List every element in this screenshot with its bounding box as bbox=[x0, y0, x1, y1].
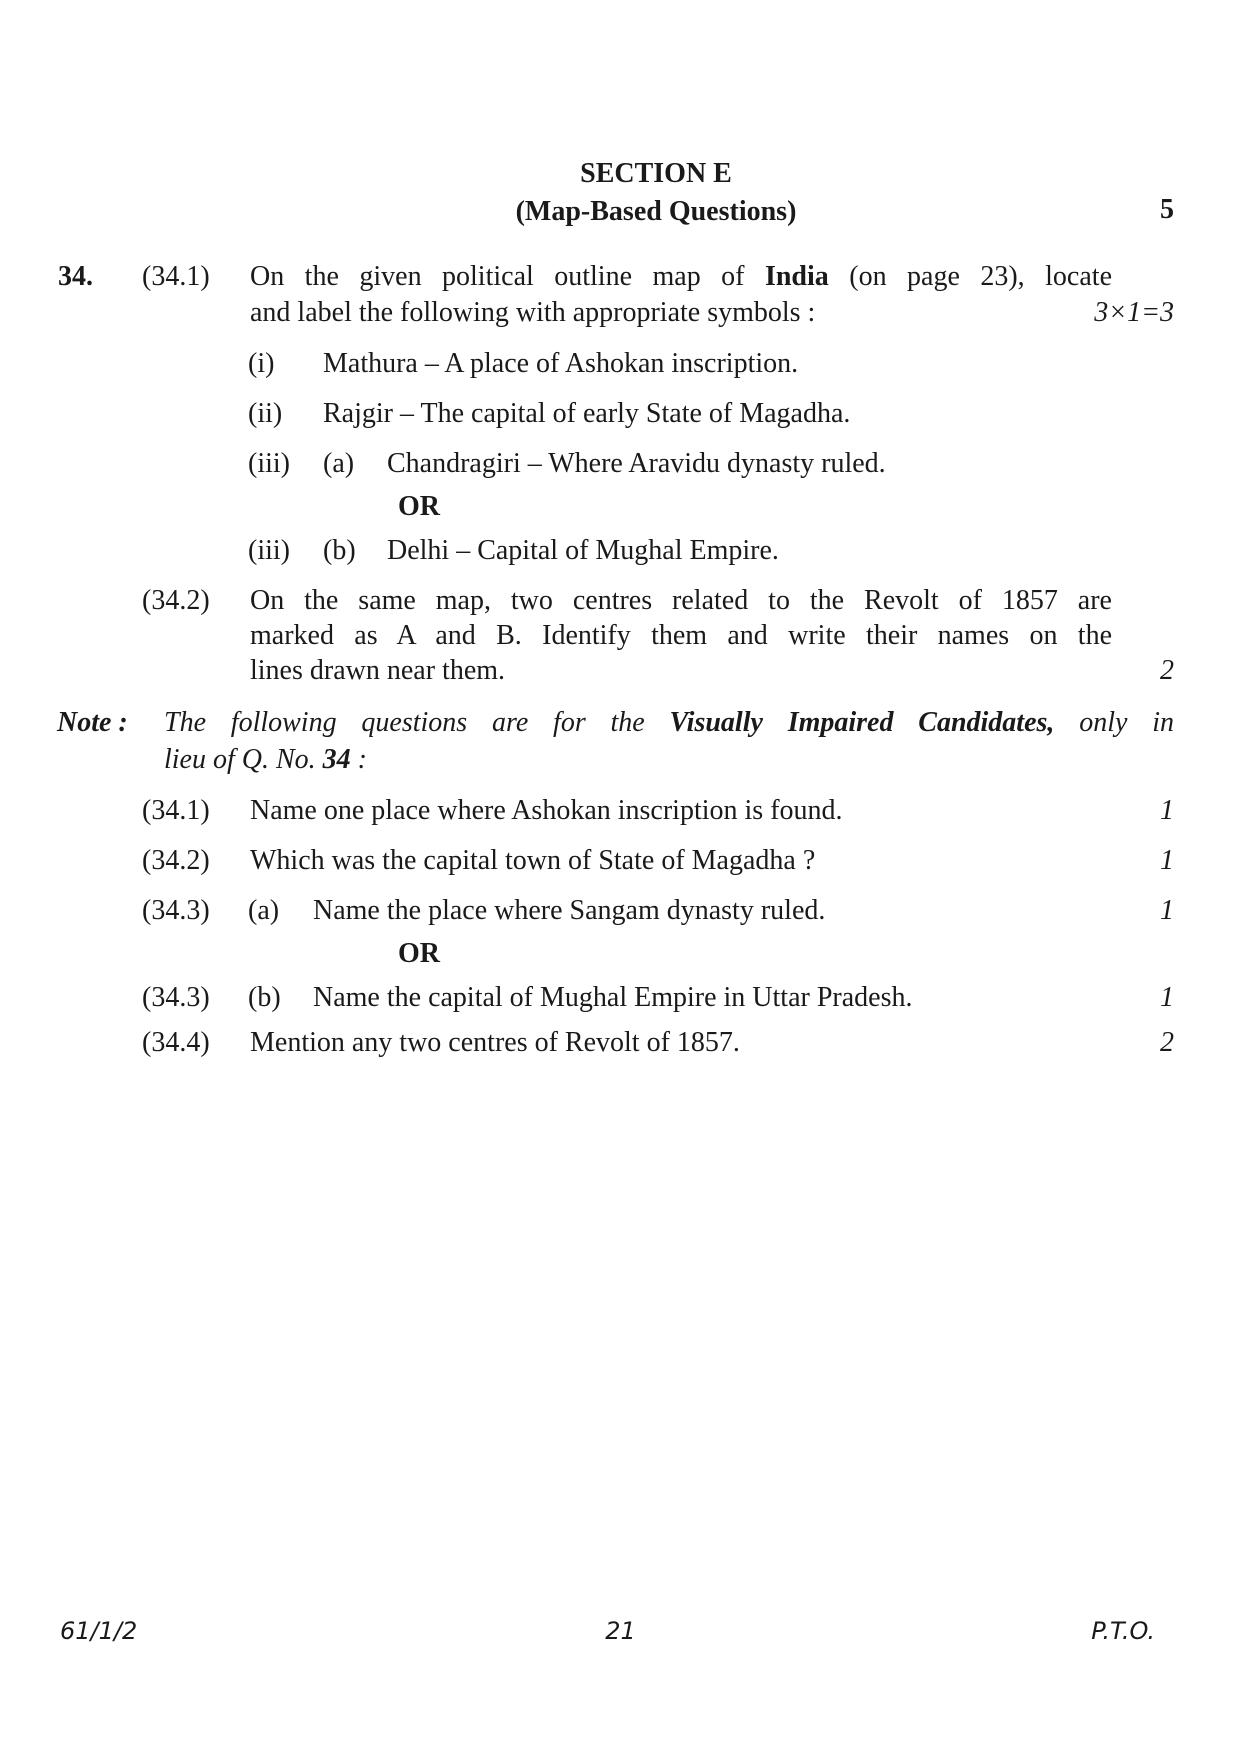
note-line1 bbox=[164, 705, 1174, 741]
vi-question-marks: 1 bbox=[1160, 895, 1174, 926]
note-label: Note : bbox=[57, 707, 128, 738]
page-number: 21 bbox=[605, 1617, 636, 1645]
item-text: Mathura – A place of Ashokan inscription. bbox=[323, 348, 799, 379]
item-text: Chandragiri – Where Aravidu dynasty ruled. bbox=[387, 448, 886, 479]
vi-question-sub: (b) bbox=[248, 982, 281, 1013]
vi-question-marks: 1 bbox=[1160, 795, 1174, 826]
vi-question-text: Name one place where Ashokan inscription is found. bbox=[250, 795, 843, 826]
vi-question-label: (34.1) bbox=[142, 795, 210, 826]
item-num: (iii) bbox=[248, 448, 290, 479]
section-subtitle: (Map-Based Questions) bbox=[515, 196, 797, 227]
item-num: (i) bbox=[248, 348, 275, 379]
pto-label: P.T.O. bbox=[1091, 1617, 1155, 1645]
note-line1-pre: The following questions are for the bbox=[164, 707, 670, 738]
part-34-1-line1-post: (on page 23), locate bbox=[828, 261, 1112, 292]
item-sub: (a) bbox=[323, 448, 355, 479]
paper-code: 61/1/2 bbox=[60, 1617, 138, 1645]
india-keyword: India bbox=[764, 261, 829, 292]
vi-question-marks: 1 bbox=[1160, 982, 1174, 1013]
part-34-1-line1-pre: On the given political outline map of bbox=[250, 261, 765, 292]
vi-question-marks: 2 bbox=[1160, 1027, 1174, 1058]
part-34-1-line1 bbox=[250, 259, 1112, 295]
vi-question-sub: (a) bbox=[248, 895, 280, 926]
note-line1-post: only in bbox=[1054, 707, 1174, 738]
part-34-2-line2: marked as A and B. Identify them and write their names on the bbox=[250, 620, 1112, 651]
or-divider: OR bbox=[398, 491, 440, 522]
or-divider: OR bbox=[398, 938, 440, 969]
vi-question-text: Name the place where Sangam dynasty ruled. bbox=[313, 895, 826, 926]
vi-question-label: (34.3) bbox=[142, 982, 210, 1013]
part-label-34-1: (34.1) bbox=[142, 261, 210, 292]
part-label-34-2: (34.2) bbox=[142, 585, 210, 616]
vi-question-label: (34.3) bbox=[142, 895, 210, 926]
note-line2-post: : bbox=[350, 744, 367, 775]
note-question-ref: 34 bbox=[322, 744, 351, 775]
item-text: Delhi – Capital of Mughal Empire. bbox=[387, 535, 779, 566]
vi-question-text: Name the capital of Mughal Empire in Uttar Pradesh. bbox=[313, 982, 913, 1013]
part-34-1-marks: 3×1=3 bbox=[1094, 297, 1174, 328]
part-34-2-line1: On the same map, two centres related to the Revolt of 1857 are bbox=[250, 585, 1112, 616]
note-line2-pre: lieu of Q. No. bbox=[164, 744, 323, 775]
section-title: SECTION E bbox=[580, 158, 732, 189]
vi-question-text: Mention any two centres of Revolt of 1857. bbox=[250, 1027, 740, 1058]
vi-question-text: Which was the capital town of State of Magadha ? bbox=[250, 845, 816, 876]
vi-question-marks: 1 bbox=[1160, 845, 1174, 876]
item-sub: (b) bbox=[323, 535, 356, 566]
part-34-2-line3: lines drawn near them. bbox=[250, 655, 506, 686]
section-marks: 5 bbox=[1160, 194, 1174, 225]
vi-question-label: (34.2) bbox=[142, 845, 210, 876]
item-num: (ii) bbox=[248, 398, 283, 429]
vi-question-label: (34.4) bbox=[142, 1027, 210, 1058]
item-text: Rajgir – The capital of early State of Magadha. bbox=[323, 398, 851, 429]
question-number: 34. bbox=[58, 261, 93, 292]
part-34-1-line2: and label the following with appropriate symbols : bbox=[250, 297, 816, 328]
part-34-2-marks: 2 bbox=[1160, 655, 1174, 686]
item-num: (iii) bbox=[248, 535, 290, 566]
note-line2 bbox=[164, 742, 367, 778]
note-emphasis: Visually Impaired Candidates, bbox=[669, 707, 1055, 738]
